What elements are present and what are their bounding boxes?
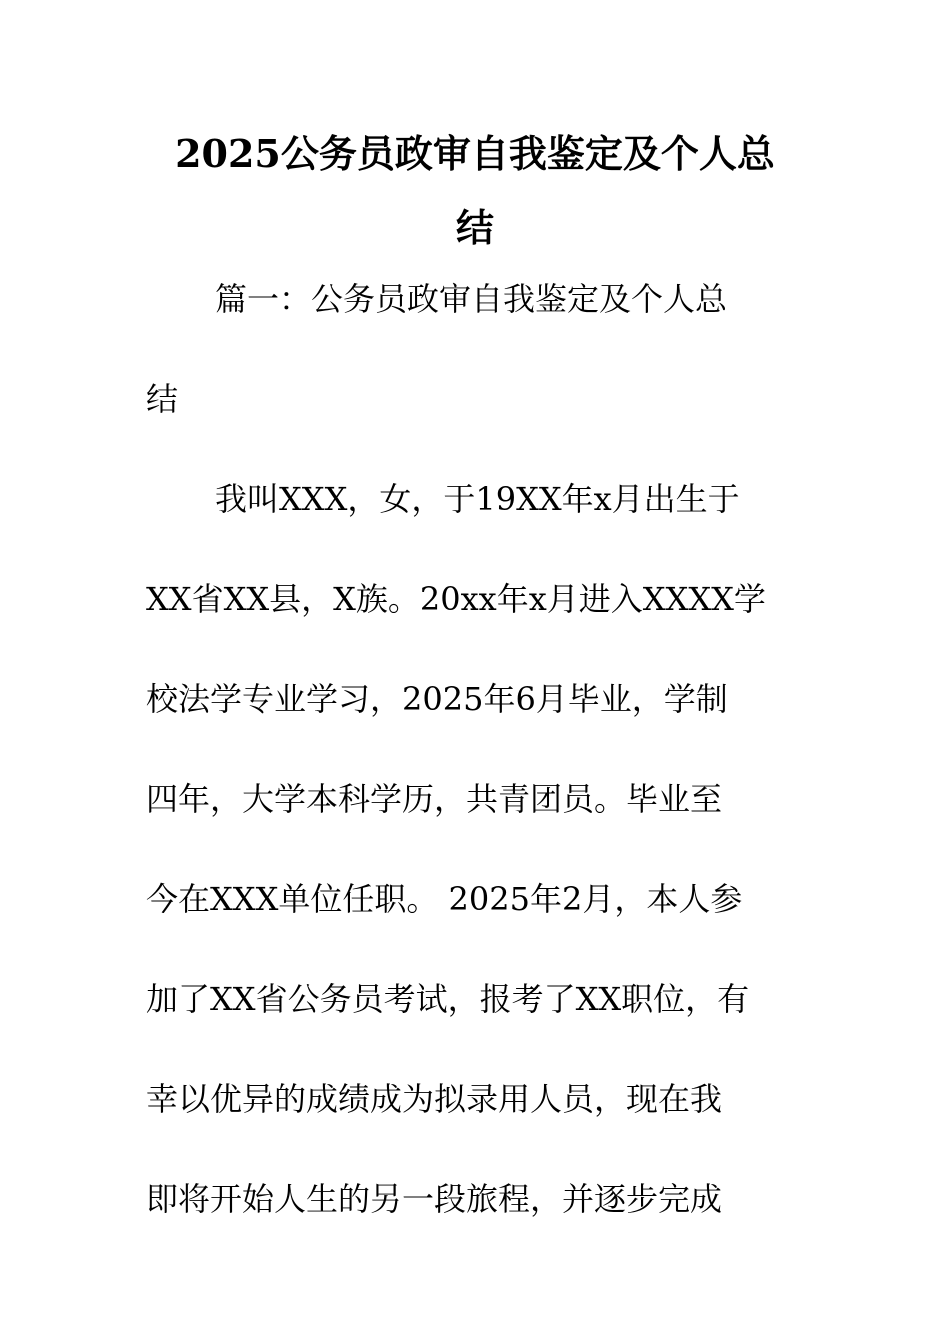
paragraph-line-7: 幸以优异的成绩成为拟录用人员，现在我 <box>146 1080 723 1118</box>
paragraph-line-8: 即将开始人生的另一段旅程，并逐步完成 <box>146 1180 723 1218</box>
section-heading-line-1: 篇一：公务员政审自我鉴定及个人总 <box>215 280 728 318</box>
paragraph-line-6: 加了XX省公务员考试，报考了XX职位，有 <box>146 980 750 1018</box>
paragraph-line-2: XX省XX县，X族。20xx年x月进入XXXX学 <box>146 580 766 618</box>
paragraph-line-4: 四年，大学本科学历，共青团员。毕业至 <box>146 780 723 818</box>
paragraph-line-1: 我叫XXX，女，于19XX年x月出生于 <box>215 480 740 518</box>
document-title-line-1: 2025公务员政审自我鉴定及个人总 <box>175 131 775 176</box>
section-heading-line-2: 结 <box>146 380 179 418</box>
paragraph-line-3: 校法学专业学习，2025年6月毕业，学制 <box>146 680 728 718</box>
paragraph-line-5: 今在XXX单位任职。 2025年2月，本人参 <box>146 880 743 918</box>
document-title-line-2: 结 <box>455 205 494 250</box>
